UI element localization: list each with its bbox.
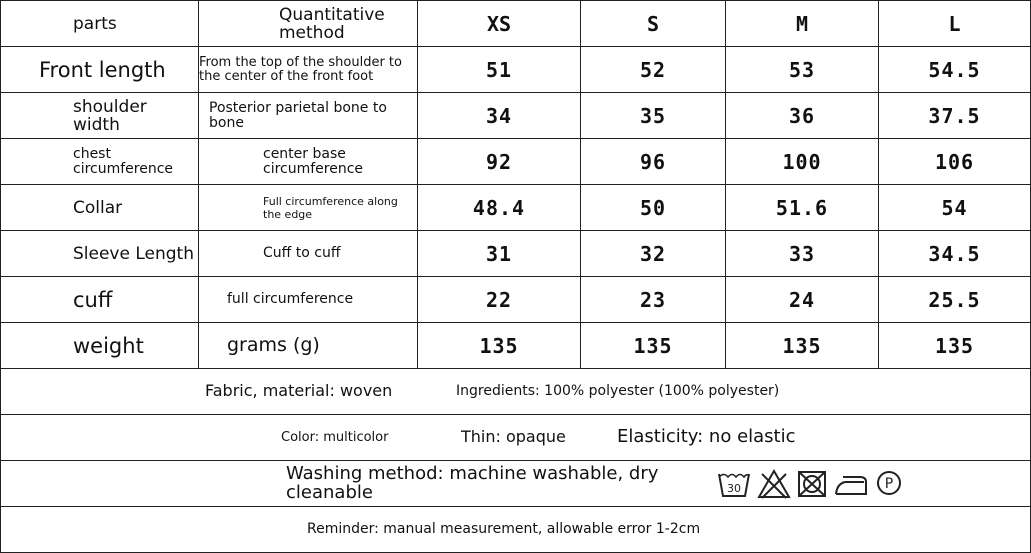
fabric-text: Fabric, material: woven — [205, 381, 393, 400]
wash-30-icon — [716, 468, 752, 500]
part-label: Collar — [1, 185, 199, 231]
table-row — [1, 185, 1031, 231]
method-text: full circumference — [199, 277, 418, 323]
color-text: Color: multicolor — [281, 430, 389, 445]
method-text: center base circumference — [199, 139, 418, 185]
value-cell: 24 — [726, 277, 879, 323]
value-cell: 51 — [418, 47, 581, 93]
part-label: Front length — [1, 47, 199, 93]
part-label: weight — [1, 323, 199, 369]
value-cell: 37.5 — [879, 93, 1031, 139]
value-cell: 100 — [726, 139, 879, 185]
method-text: From the top of the shoulder to the center of the front foot — [199, 47, 418, 93]
value-cell: 135 — [418, 323, 581, 369]
header-row — [1, 1, 1031, 47]
method-text: Posterior parietal bone to bone — [199, 93, 418, 139]
part-label: Sleeve Length — [1, 231, 199, 277]
dry-clean-p-icon — [874, 468, 904, 500]
value-cell: 32 — [581, 231, 726, 277]
size-header-xs: XS — [418, 1, 581, 47]
value-cell: 54.5 — [879, 47, 1031, 93]
info-row-fabric — [1, 369, 1031, 415]
washing-text: Washing method: machine washable, dry cleanable — [286, 463, 659, 503]
info-row-reminder — [1, 507, 1031, 553]
value-cell: 34 — [418, 93, 581, 139]
svg-text:P: P — [884, 476, 894, 492]
info-row-color — [1, 415, 1031, 461]
part-label: shoulder width — [1, 93, 199, 139]
size-header-l: L — [879, 1, 1031, 47]
value-cell: 50 — [581, 185, 726, 231]
method-text: grams (g) — [199, 323, 418, 369]
thin-text: Thin: opaque — [461, 427, 566, 446]
method-text: Full circumference along the edge — [199, 185, 418, 231]
value-cell: 51.6 — [726, 185, 879, 231]
value-cell: 52 — [581, 47, 726, 93]
method-header: Quantitative method — [199, 1, 418, 47]
svg-text:30: 30 — [727, 482, 741, 495]
value-cell: 106 — [879, 139, 1031, 185]
parts-header: parts — [1, 1, 199, 47]
table-row — [1, 277, 1031, 323]
value-cell: 48.4 — [418, 185, 581, 231]
table-row — [1, 47, 1031, 93]
size-header-s: S — [581, 1, 726, 47]
value-cell: 36 — [726, 93, 879, 139]
iron-icon — [833, 468, 869, 500]
care-icons — [716, 468, 904, 500]
value-cell: 54 — [879, 185, 1031, 231]
table-row — [1, 93, 1031, 139]
value-cell: 96 — [581, 139, 726, 185]
value-cell: 92 — [418, 139, 581, 185]
value-cell: 23 — [581, 277, 726, 323]
value-cell: 53 — [726, 47, 879, 93]
method-text: Cuff to cuff — [199, 231, 418, 277]
value-cell: 22 — [418, 277, 581, 323]
value-cell: 25.5 — [879, 277, 1031, 323]
ingredients-text: Ingredients: 100% polyester (100% polyester) — [456, 383, 780, 399]
value-cell: 34.5 — [879, 231, 1031, 277]
value-cell: 135 — [879, 323, 1031, 369]
table-row — [1, 323, 1031, 369]
reminder-text: Reminder: manual measurement, allowable error 1-2cm — [307, 521, 701, 537]
value-cell: 135 — [581, 323, 726, 369]
value-cell: 135 — [726, 323, 879, 369]
value-cell: 33 — [726, 231, 879, 277]
no-bleach-icon — [757, 468, 791, 500]
value-cell: 35 — [581, 93, 726, 139]
part-label: chest circumference — [1, 139, 199, 185]
table-row — [1, 139, 1031, 185]
part-label: cuff — [1, 277, 199, 323]
value-cell: 31 — [418, 231, 581, 277]
table-row — [1, 231, 1031, 277]
elasticity-text: Elasticity: no elastic — [617, 426, 796, 447]
size-header-m: M — [726, 1, 879, 47]
no-tumble-dry-icon — [796, 468, 828, 500]
